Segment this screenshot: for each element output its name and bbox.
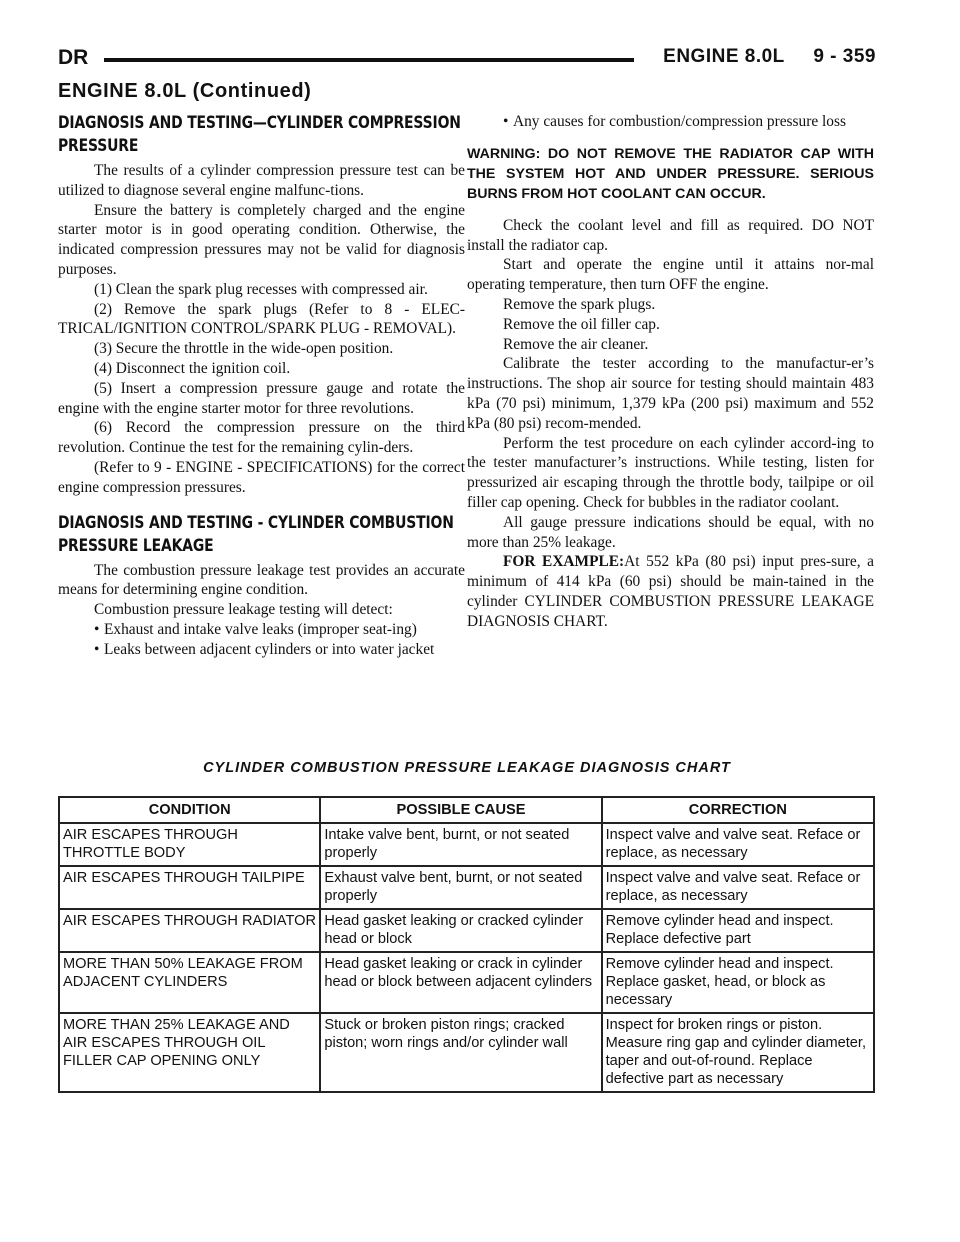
bullet-icon: • bbox=[503, 113, 509, 130]
step: (6) Record the compression pressure on the third revolution. Continue the test for the remaining cylin-ders. bbox=[58, 419, 465, 457]
column-header: CORRECTION bbox=[602, 797, 874, 823]
example-text: At 552 kPa (80 psi) input pres-sure, a minimum of 414 kPa (60 psi) should be main-tained in the cylinder CYLINDER COMBUSTION PRESSURE LEAKAGE DIAGNOSIS CHART. bbox=[467, 553, 874, 630]
page-header bbox=[58, 40, 876, 74]
step: (1) Clean the spark plug recesses with compressed air. bbox=[94, 280, 428, 298]
paragraph: Start and operate the engine until it attains nor-mal operating temperature, then turn OFF the engine. bbox=[467, 256, 874, 294]
left-column bbox=[58, 112, 465, 660]
table-row bbox=[59, 823, 874, 866]
paragraph: Calibrate the tester according to the manufactur-er’s instructions. The shop air source for testing should maintain 483 kPa (70 psi) minimum, 1,379 kPa (200 psi) maximum and 552 kPa (80 psi) recom-mended. bbox=[467, 355, 874, 432]
table-row bbox=[59, 909, 874, 952]
list-item: • Exhaust and intake valve leaks (improper seat-ing) bbox=[94, 620, 417, 638]
paragraph: All gauge pressure indications should be equal, with no more than 25% leakage. bbox=[467, 513, 874, 551]
table-row bbox=[59, 952, 874, 1013]
condition-cell: AIR ESCAPES THROUGH THROTTLE BODY bbox=[59, 823, 320, 866]
paragraph: (Refer to 9 - ENGINE - SPECIFICATIONS) for the correct engine compression pressures. bbox=[58, 458, 465, 496]
header-right: ENGINE 8.0L 9 - 359 bbox=[663, 46, 876, 67]
step: (4) Disconnect the ignition coil. bbox=[94, 359, 291, 377]
table-row bbox=[59, 1013, 874, 1092]
paragraph: The combustion pressure leakage test provides an accurate means for determining engine condition. bbox=[58, 561, 465, 599]
step: (5) Insert a compression pressure gauge and rotate the engine with the engine starter motor for three revolutions. bbox=[58, 379, 465, 417]
example-label: FOR EXAMPLE: bbox=[503, 553, 625, 571]
section2-heading: DIAGNOSIS AND TESTING - CYLINDER COMBUSTION PRESSURE LEAKAGE bbox=[58, 512, 454, 556]
correction-cell: Inspect valve and valve seat. Reface or replace, as necessary bbox=[602, 823, 874, 866]
cause-cell: Exhaust valve bent, burnt, or not seated properly bbox=[320, 866, 601, 909]
chart-title: CYLINDER COMBUSTION PRESSURE LEAKAGE DIAGNOSIS CHART bbox=[203, 760, 731, 776]
header-left: DR bbox=[58, 46, 89, 69]
correction-cell: Remove cylinder head and inspect. Replace defective part bbox=[602, 909, 874, 952]
paragraph: Combustion pressure leakage testing will detect: bbox=[94, 601, 393, 619]
bullet-icon: • bbox=[94, 620, 100, 638]
correction-cell: Inspect valve and valve seat. Reface or replace, as necessary bbox=[602, 866, 874, 909]
warning-text: WARNING: DO NOT REMOVE THE RADIATOR CAP WITH THE SYSTEM HOT AND UNDER PRESSURE. SERIOUS BURNS FROM HOT COOLANT CAN OCCUR. bbox=[467, 145, 874, 202]
paragraph: Perform the test procedure on each cylinder accord-ing to the tester manufacturer’s instructions. While testing, listen for pressurized air escaping through the throttle body, tailpipe or oil filler cap opening. Check for bubbles in the radiator coolant. bbox=[467, 434, 874, 511]
paragraph: Check the coolant level and fill as required. DO NOT install the radiator cap. bbox=[467, 216, 874, 254]
paragraph: Remove the oil filler cap. bbox=[503, 315, 660, 333]
list-item: • Leaks between adjacent cylinders or into water jacket bbox=[94, 640, 435, 658]
cause-cell: Head gasket leaking or cracked cylinder head or block bbox=[320, 909, 601, 952]
column-header: POSSIBLE CAUSE bbox=[320, 797, 601, 823]
paragraph: Remove the spark plugs. bbox=[503, 295, 656, 313]
right-column bbox=[467, 112, 874, 632]
table-header-row bbox=[59, 797, 874, 823]
column-header: CONDITION bbox=[59, 797, 320, 823]
continued-title: ENGINE 8.0L (Continued) bbox=[58, 80, 312, 102]
correction-cell: Inspect for broken rings or piston. Measure ring gap and cylinder diameter, taper and out-of-round. Replace defective part as necessary bbox=[602, 1013, 874, 1092]
paragraph: The results of a cylinder compression pressure test can be utilized to diagnose several engine malfunc-tions. bbox=[58, 162, 465, 199]
bullet-icon: • bbox=[94, 640, 100, 658]
step: (3) Secure the throttle in the wide-open position. bbox=[94, 340, 394, 358]
table-row bbox=[59, 866, 874, 909]
correction-cell: Remove cylinder head and inspect. Replace gasket, head, or block as necessary bbox=[602, 952, 874, 1013]
paragraph: Ensure the battery is completely charged and the engine starter motor is in good operating condition. Otherwise, the indicated compression pressures may not be valid for diagnosis purposes. bbox=[58, 201, 465, 278]
list-item: • Any causes for combustion/compression pressure loss bbox=[503, 113, 846, 130]
cause-cell: Intake valve bent, burnt, or not seated properly bbox=[320, 823, 601, 866]
header-rule bbox=[104, 58, 634, 62]
example-paragraph bbox=[467, 552, 874, 631]
condition-cell: MORE THAN 25% LEAKAGE AND AIR ESCAPES THROUGH OIL FILLER CAP OPENING ONLY bbox=[59, 1013, 320, 1092]
section1-heading: DIAGNOSIS AND TESTING—CYLINDER COMPRESSION PRESSURE bbox=[58, 113, 461, 156]
diagnosis-table bbox=[58, 796, 875, 1093]
condition-cell: AIR ESCAPES THROUGH TAILPIPE bbox=[59, 866, 320, 909]
cause-cell: Head gasket leaking or crack in cylinder head or block between adjacent cylinders bbox=[320, 952, 601, 1013]
step: (2) Remove the spark plugs (Refer to 8 - ELEC-TRICAL/IGNITION CONTROL/SPARK PLUG - REMOVAL). bbox=[58, 300, 465, 338]
cause-cell: Stuck or broken piston rings; cracked piston; worn rings and/or cylinder wall bbox=[320, 1013, 601, 1092]
paragraph: Remove the air cleaner. bbox=[503, 335, 649, 353]
condition-cell: MORE THAN 50% LEAKAGE FROM ADJACENT CYLINDERS bbox=[59, 952, 320, 1013]
condition-cell: AIR ESCAPES THROUGH RADIATOR bbox=[59, 909, 320, 952]
